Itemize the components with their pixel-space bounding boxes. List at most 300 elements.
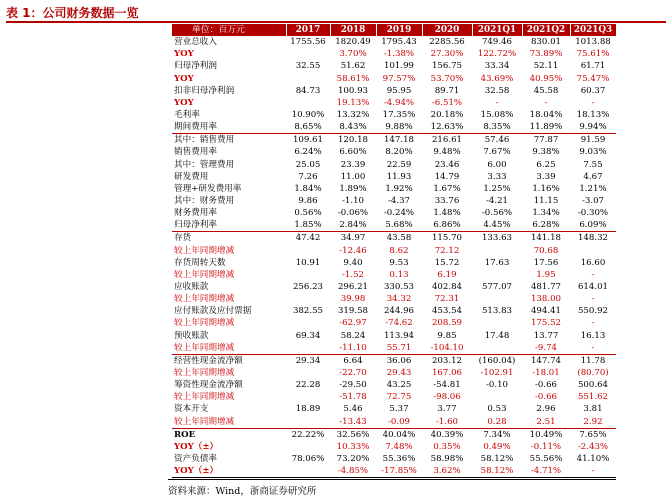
table-cell: 402.84	[431, 282, 463, 293]
row-label: YOY	[174, 97, 194, 108]
table-cell: 6.28%	[532, 220, 560, 231]
table-row	[172, 219, 616, 232]
table-cell: 25.05	[295, 159, 321, 170]
table-cell: 58.12%	[472, 465, 522, 478]
table-cell: 23.39	[340, 159, 366, 170]
table-cell: 0.56%	[294, 208, 322, 219]
table-cell: 47.42	[286, 232, 330, 245]
table-cell: 9.85	[437, 330, 457, 341]
table-cell: 11.15	[533, 196, 559, 207]
table-cell: 72.31	[434, 294, 460, 305]
table-cell: -62.97	[339, 318, 367, 329]
table-row	[172, 367, 616, 379]
table-row	[172, 465, 616, 478]
table-cell: 1820.49	[335, 37, 371, 48]
table-cell: 75.61%	[576, 49, 610, 60]
table-cell: 256.23	[292, 282, 324, 293]
table-cell: 453.54	[431, 306, 463, 317]
table-cell: 10.33%	[336, 441, 370, 452]
row-label: 营业总收入	[174, 37, 217, 48]
table-cell: 55.56%	[529, 453, 563, 464]
table-cell: -0.24%	[383, 208, 415, 219]
table-cell: 6.00	[487, 159, 507, 170]
table-cell	[286, 269, 330, 281]
table-cell: 6.09%	[579, 220, 607, 231]
table-cell: 8.20%	[385, 147, 413, 158]
table-cell: 8.65%	[294, 122, 322, 133]
table-cell: 10.49%	[522, 428, 570, 441]
row-label: 期间费用率	[174, 122, 217, 133]
table-cell: 61.71	[580, 61, 606, 72]
table-cell: 147.18	[376, 134, 422, 147]
row-label: 预收账款	[174, 330, 209, 341]
table-cell: -1.38%	[383, 49, 415, 60]
row-label: 存货	[172, 232, 286, 245]
table-cell: 8.35%	[483, 122, 511, 133]
table-cell: 27.30%	[430, 49, 464, 60]
table-cell	[472, 342, 522, 355]
table-cell: 9.03%	[579, 147, 607, 158]
table-cell: -0.09	[387, 416, 411, 427]
table-cell: -0.30%	[577, 208, 609, 219]
year-header: 2021Q2	[522, 24, 570, 36]
table-cell	[286, 416, 330, 429]
table-cell: -4.21	[485, 196, 509, 207]
table-cell: 577.07	[481, 282, 513, 293]
table-cell: 1013.88	[575, 37, 611, 48]
table-cell: 32.56%	[330, 428, 376, 441]
table-cell	[286, 391, 330, 403]
table-cell: 148.32	[570, 232, 616, 245]
row-label: 管理+研发费用率	[174, 183, 242, 194]
table-cell: 17.35%	[382, 110, 416, 121]
table-cell: 33.76	[434, 196, 460, 207]
table-row	[172, 97, 616, 109]
title-divider	[6, 21, 666, 23]
table-cell: 1.92%	[385, 183, 413, 194]
table-cell: 34.32	[386, 294, 412, 305]
row-label: 资本开支	[174, 404, 209, 415]
table-cell: -0.66	[534, 380, 558, 391]
table-cell: 91.59	[570, 134, 616, 147]
table-cell: 141.18	[522, 232, 570, 245]
table-cell	[472, 293, 522, 305]
year-header: 2021Q3	[570, 24, 616, 36]
table-cell	[472, 269, 522, 281]
table-cell: -74.62	[385, 318, 413, 329]
row-label: 其中：销售费用	[172, 134, 286, 147]
table-cell: 17.63	[484, 257, 510, 268]
table-cell	[286, 97, 330, 109]
table-cell: 208.59	[431, 318, 463, 329]
table-cell: -4.85%	[330, 465, 376, 478]
row-label: YOY（±）	[172, 465, 286, 478]
table-cell: 133.63	[472, 232, 522, 245]
table-row	[172, 330, 616, 342]
table-cell: 319.58	[337, 306, 369, 317]
table-cell: (160.04)	[472, 354, 522, 367]
table-cell: -104.10	[430, 342, 464, 353]
year-header: 2017	[286, 24, 330, 36]
table-cell: 7.34%	[472, 428, 522, 441]
table-cell: 120.18	[330, 134, 376, 147]
table-cell: 3.70%	[339, 49, 367, 60]
table-cell: 216.61	[422, 134, 472, 147]
table-cell: 33.34	[484, 61, 510, 72]
table-cell: 4.67	[583, 171, 603, 182]
unit-header: 单位：百万元	[172, 24, 286, 36]
table-cell: 551.62	[577, 392, 609, 403]
table-cell: 13.32%	[336, 110, 370, 121]
table-row	[172, 159, 616, 171]
table-cell: -12.46	[339, 245, 367, 256]
table-row	[172, 391, 616, 403]
year-header: 2021Q1	[472, 24, 522, 36]
table-cell: -0.06%	[337, 208, 369, 219]
table-cell: 1.16%	[532, 183, 560, 194]
table-cell	[286, 317, 330, 329]
table-row	[172, 85, 616, 97]
table-cell: 9.88%	[385, 122, 413, 133]
table-cell: 43.58	[376, 232, 422, 245]
table-cell: 7.67%	[483, 147, 511, 158]
table-cell: 9.40	[343, 257, 363, 268]
table-cell: 100.93	[337, 85, 369, 96]
table-row	[172, 207, 616, 219]
table-cell: 53.70%	[430, 73, 464, 84]
table-cell: 1.85%	[294, 220, 322, 231]
table-cell: 830.01	[530, 37, 562, 48]
table-cell: 500.64	[577, 380, 609, 391]
table-cell: 550.92	[577, 306, 609, 317]
table-cell: 17.56	[533, 257, 559, 268]
table-row	[172, 354, 616, 367]
table-row	[172, 48, 616, 60]
table-cell: 382.55	[292, 306, 324, 317]
table-cell: 72.12	[434, 245, 460, 256]
table-cell: -0.11%	[530, 441, 562, 452]
table-cell: 6.60%	[339, 147, 367, 158]
table-cell: 0.35%	[433, 441, 461, 452]
table-cell: 2.51	[536, 416, 556, 427]
table-cell	[472, 317, 522, 329]
table-cell: -	[591, 97, 595, 108]
table-cell: 330.53	[383, 282, 415, 293]
table-cell: 95.95	[386, 85, 412, 96]
table-cell: 10.90%	[291, 110, 325, 121]
row-label: ROE	[172, 428, 286, 441]
table-cell	[286, 48, 330, 60]
row-label: 较上年同期增减	[174, 392, 235, 403]
table-cell: 84.73	[295, 85, 321, 96]
row-label: 归母净利润	[174, 61, 217, 72]
table-row	[172, 171, 616, 183]
row-label: YOY	[174, 73, 194, 84]
table-cell: -	[570, 465, 616, 478]
table-cell: 58.24	[340, 330, 366, 341]
table-cell: -4.94%	[383, 97, 415, 108]
table-cell: 3.62%	[422, 465, 472, 478]
table-cell: 14.79	[434, 171, 460, 182]
row-label: 其中：财务费用	[174, 196, 235, 207]
table-cell	[286, 73, 330, 85]
table-cell: 97.57%	[382, 73, 416, 84]
table-header-row	[172, 24, 616, 36]
table-cell: -13.43	[339, 416, 367, 427]
table-cell: 175.52	[530, 318, 562, 329]
table-cell: 1.95	[536, 269, 556, 280]
row-label: 应付账款及应付票据	[174, 306, 252, 317]
table-cell: 22.28	[295, 380, 321, 391]
table-cell	[472, 391, 522, 403]
table-cell: -0.10	[485, 380, 509, 391]
table-row	[172, 195, 616, 207]
table-cell: -29.50	[339, 380, 367, 391]
table-cell: 5.46	[343, 404, 363, 415]
table-cell: 244.96	[383, 306, 415, 317]
table-cell: 11.89%	[529, 122, 563, 133]
table-cell: -1.60	[435, 416, 459, 427]
table-cell: -1.52	[341, 269, 365, 280]
table-cell: -17.85%	[376, 465, 422, 478]
table-cell: 0.28	[487, 416, 507, 427]
table-row	[172, 60, 616, 72]
table-cell: 1.25%	[483, 183, 511, 194]
table-cell: 5.37	[389, 404, 409, 415]
table-cell: -54.81	[433, 380, 461, 391]
table-cell	[286, 245, 330, 257]
table-cell: 3.77	[437, 404, 457, 415]
table-cell: 6.24%	[294, 147, 322, 158]
table-cell: 51.62	[340, 61, 366, 72]
table-cell: 2285.56	[429, 37, 465, 48]
table-cell: 15.72	[434, 257, 460, 268]
table-cell: 89.71	[434, 85, 460, 96]
table-row	[172, 317, 616, 329]
table-cell: 1755.56	[290, 37, 326, 48]
table-cell: 69.34	[295, 330, 321, 341]
table-cell: 77.87	[522, 134, 570, 147]
table-cell: 7.26	[298, 171, 318, 182]
year-header: 2018	[330, 24, 376, 36]
table-row	[172, 36, 616, 48]
table-cell: 20.18%	[430, 110, 464, 121]
table-cell: 22.59	[386, 159, 412, 170]
table-row	[172, 342, 616, 355]
table-cell: 55.71	[386, 342, 412, 353]
table-cell: 9.38%	[532, 147, 560, 158]
table-cell: 3.81	[583, 404, 603, 415]
table-cell: 32.58	[484, 85, 510, 96]
row-label: 较上年同期增减	[174, 318, 235, 329]
table-row	[172, 232, 616, 245]
table-cell: -1.10	[341, 196, 365, 207]
table-cell: -9.74	[534, 342, 558, 353]
table-cell: 16.13	[580, 330, 606, 341]
table-cell: 78.06%	[291, 453, 325, 464]
table-cell: 73.20%	[336, 453, 370, 464]
table-cell: -	[544, 97, 548, 108]
table-row	[172, 245, 616, 257]
source-note: 资料来源：Wind，浙商证券研究所	[168, 486, 317, 497]
table-row	[172, 403, 616, 415]
table-cell	[286, 367, 330, 379]
table-cell: 72.75	[386, 392, 412, 403]
table-cell: 58.98%	[430, 453, 464, 464]
table-cell: 32.55	[295, 61, 321, 72]
table-cell: 101.99	[383, 61, 415, 72]
table-cell: -4.37	[387, 196, 411, 207]
table-cell: -51.78	[339, 392, 367, 403]
table-cell: 203.12	[422, 354, 472, 367]
table-cell: 1.48%	[433, 208, 461, 219]
table-row	[172, 257, 616, 269]
table-cell: -102.91	[480, 368, 514, 378]
row-label: 较上年同期增减	[174, 342, 235, 353]
table-cell: -	[591, 342, 595, 353]
row-label: 扣非归母净利润	[174, 85, 235, 96]
table-cell: -	[591, 318, 595, 329]
table-cell: 6.19	[437, 269, 457, 280]
row-label: 应收账款	[174, 282, 209, 293]
row-label: 较上年同期增减	[174, 416, 235, 427]
table-cell: 138.00	[530, 294, 562, 305]
table-cell: 3.33	[487, 171, 507, 182]
table-cell: 494.41	[530, 306, 562, 317]
table-cell: 614.01	[577, 282, 609, 293]
table-cell: 9.86	[298, 196, 318, 207]
table-row	[172, 305, 616, 317]
table-cell: 1.89%	[339, 183, 367, 194]
table-row	[172, 428, 616, 441]
table-row	[172, 293, 616, 305]
table-cell: 29.34	[286, 354, 330, 367]
table-row	[172, 379, 616, 391]
table-cell: 122.72%	[477, 49, 517, 60]
table-cell: 4.45%	[483, 220, 511, 231]
table-cell: 58.12%	[480, 453, 514, 464]
table-cell: 40.04%	[376, 428, 422, 441]
row-label: 资产负债率	[174, 453, 217, 464]
table-cell: 7.65%	[570, 428, 616, 441]
year-header: 2020	[422, 24, 472, 36]
table-cell: -	[591, 269, 595, 280]
table-cell: 11.93	[386, 171, 412, 182]
table-cell: 58.61%	[336, 73, 370, 84]
row-label: 归母净利率	[174, 220, 217, 231]
table-cell: 11.00	[340, 171, 366, 182]
table-cell: 296.21	[337, 282, 369, 293]
table-cell: 40.39%	[422, 428, 472, 441]
table-cell: 9.53	[389, 257, 409, 268]
table-cell: 43.25	[386, 380, 412, 391]
table-cell: 147.74	[522, 354, 570, 367]
table-cell: 2.92	[583, 416, 603, 427]
table-row	[172, 134, 616, 147]
table-row	[172, 109, 616, 121]
year-header: 2019	[376, 24, 422, 36]
table-cell: 41.10%	[576, 453, 610, 464]
table-cell: 3.39	[536, 171, 556, 182]
table-cell: 60.37	[580, 85, 606, 96]
table-cell: 70.68	[533, 245, 559, 256]
table-cell: -98.06	[433, 392, 461, 403]
table-cell: 109.61	[286, 134, 330, 147]
table-cell: 1.67%	[433, 183, 461, 194]
table-cell: 18.89	[295, 404, 321, 415]
table-cell: -4.71%	[522, 465, 570, 478]
table-cell: 5.68%	[385, 220, 413, 231]
table-cell: 6.86%	[433, 220, 461, 231]
table-cell: (80.70)	[577, 368, 609, 378]
table-cell: 115.70	[422, 232, 472, 245]
table-cell: 29.43	[386, 368, 412, 378]
row-label: YOY	[174, 49, 194, 60]
table-cell: 2.96	[536, 404, 556, 415]
table-cell: 167.06	[431, 368, 463, 378]
table-cell: -2.43%	[577, 441, 609, 452]
row-label: 较上年同期增减	[174, 245, 235, 256]
table-cell: -	[495, 97, 499, 108]
table-cell: 18.04%	[529, 110, 563, 121]
table-cell: -11.10	[339, 342, 367, 353]
table-cell: 0.53	[487, 404, 507, 415]
table-cell: 9.48%	[433, 147, 461, 158]
table-cell: 52.11	[533, 61, 559, 72]
table-cell: 7.55	[583, 159, 603, 170]
row-label: 较上年同期增减	[174, 269, 235, 280]
table-cell	[286, 342, 330, 355]
table-row	[172, 453, 616, 465]
table-cell: 12.63%	[430, 122, 464, 133]
table-cell: 75.47%	[576, 73, 610, 84]
table-cell	[286, 441, 330, 453]
table-row	[172, 269, 616, 281]
table-cell: 36.06	[376, 354, 422, 367]
row-label: 财务费用率	[174, 208, 217, 219]
table-cell	[286, 293, 330, 305]
table-cell: 10.91	[295, 257, 321, 268]
table-cell: 1795.43	[381, 37, 417, 48]
table-cell: -0.56%	[481, 208, 513, 219]
row-label: 其中：管理费用	[174, 159, 235, 170]
table-title: 表 1：公司财务数据一览	[6, 6, 139, 20]
table-cell: 8.43%	[339, 122, 367, 133]
table-cell: -3.07	[581, 196, 605, 207]
table-cell: 749.46	[481, 37, 513, 48]
table-cell: 13.77	[533, 330, 559, 341]
table-row	[172, 183, 616, 195]
table-cell: 17.48	[484, 330, 510, 341]
table-cell: 34.97	[330, 232, 376, 245]
table-cell: 11.78	[570, 354, 616, 367]
table-cell: -6.51%	[431, 97, 463, 108]
table-row	[172, 121, 616, 134]
table-cell	[570, 245, 616, 257]
table-cell: 22.22%	[286, 428, 330, 441]
table-cell: 113.94	[383, 330, 415, 341]
table-row	[172, 441, 616, 453]
table-cell: 6.25	[536, 159, 556, 170]
table-cell: 16.60	[580, 257, 606, 268]
table-cell: 18.13%	[576, 110, 610, 121]
table-row	[172, 281, 616, 293]
table-row	[172, 146, 616, 158]
table-row	[172, 416, 616, 429]
row-label: 筹资性现金流净额	[174, 380, 243, 391]
financial-data-table	[172, 24, 617, 478]
table-cell: 43.69%	[480, 73, 514, 84]
